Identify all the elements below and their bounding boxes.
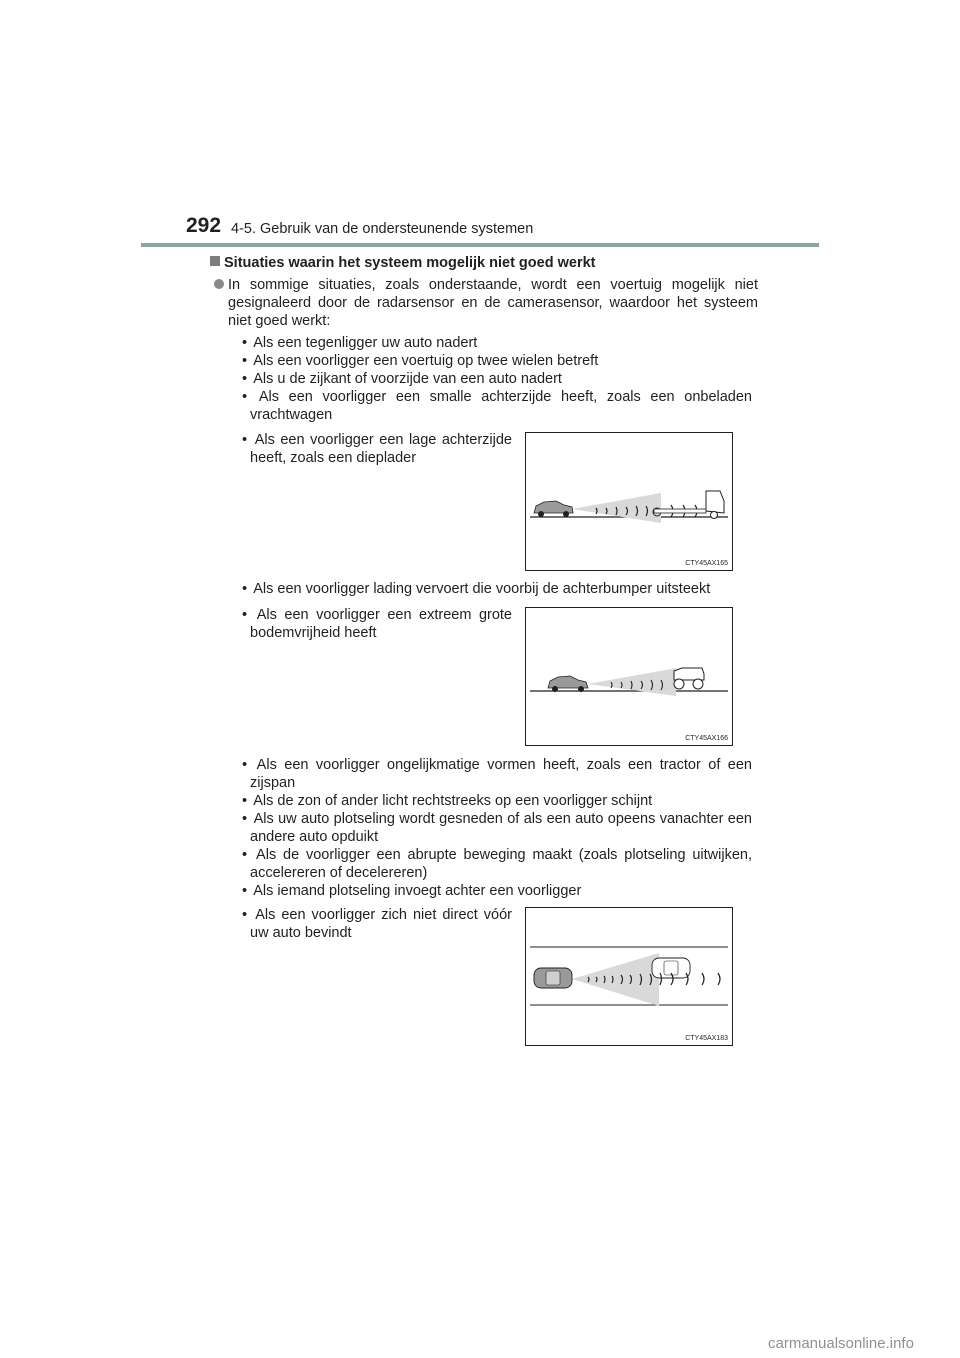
section-heading-text: Situaties waarin het systeem mogelijk niet goed werkt	[224, 255, 596, 271]
list-item-text: Als u de zijkant of voorzijde van een auto nadert	[253, 371, 562, 387]
figure-low-rear-illustration	[526, 433, 732, 570]
list-item: • Als een voorligger een lage achterzijde heeft, zoals een dieplader	[242, 432, 512, 466]
figure-offset-vehicle-illustration	[526, 908, 732, 1045]
page-number: 292	[186, 214, 222, 237]
list-item-text: Als een voorligger een smalle achterzijde heeft, zoals een onbeladen vrachtwagen	[250, 389, 752, 423]
figure-code: CTY45AX166	[685, 735, 728, 742]
list-item-text: Als de zon of ander licht rechtstreeks op een voorligger schijnt	[253, 793, 653, 809]
list-item-text: Als iemand plotseling invoegt achter een voorligger	[253, 883, 582, 899]
chapter-title: 4-5. Gebruik van de ondersteunende systemen	[231, 221, 534, 237]
list-item: • Als uw auto plotseling wordt gesneden of als een auto opeens vanachter een andere auto opduikt	[242, 811, 752, 845]
list-item-text: Als een voorligger een lage achterzijde heeft, zoals een dieplader	[250, 432, 512, 466]
list-item: • Als een voorligger ongelijkmatige vormen heeft, zoals een tractor of een zijspan	[242, 757, 752, 791]
list-item: • Als iemand plotseling invoegt achter een voorligger	[242, 883, 582, 899]
list-item: • Als een voorligger zich niet direct vóór uw auto bevindt	[242, 907, 512, 941]
list-item: • Als u de zijkant of voorzijde van een auto nadert	[242, 371, 562, 387]
list-item-text: Als een voorligger lading vervoert die voorbij de achterbumper uitsteekt	[253, 581, 711, 597]
list-item-text: Als een tegenligger uw auto nadert	[253, 335, 478, 351]
list-item: • Als een voorligger een voertuig op twee wielen betreft	[242, 353, 599, 369]
list-item: • Als de voorligger een abrupte beweging maakt (zoals plotseling uitwijken, accelereren of decelereren)	[242, 847, 753, 881]
list-item-text: Als de voorligger een abrupte beweging maakt (zoals plotseling uitwijken, accelereren of decelereren)	[250, 847, 753, 881]
list-item: • Als een tegenligger uw auto nadert	[242, 335, 478, 351]
figure-low-rear	[525, 432, 733, 571]
figure-offset-vehicle	[525, 907, 733, 1046]
figure-ground-clearance	[525, 607, 733, 746]
header-rule	[141, 243, 819, 247]
list-item: • Als een voorligger een smalle achterzijde heeft, zoals een onbeladen vrachtwagen	[242, 389, 752, 423]
circle-bullet-icon	[214, 279, 224, 289]
watermark: carmanualsonline.info	[768, 1335, 914, 1352]
section-heading	[210, 255, 595, 271]
list-item-text: Als een voorligger ongelijkmatige vormen heeft, zoals een tractor of een zijspan	[250, 757, 752, 791]
list-item: • Als een voorligger lading vervoert die voorbij de achterbumper uitsteekt	[242, 581, 711, 597]
figure-ground-clearance-illustration	[526, 608, 732, 745]
list-item-text: Als uw auto plotseling wordt gesneden of als een auto opeens vanachter een andere auto opduikt	[250, 811, 752, 845]
square-bullet-icon	[210, 256, 220, 266]
list-item-text: Als een voorligger zich niet direct vóór uw auto bevindt	[250, 907, 512, 941]
intro-text: In sommige situaties, zoals onderstaande, wordt een voertuig mogelijk niet gesignaleerd door de radarsensor en de camerasensor, waardoor het systeem niet goed werkt:	[228, 277, 758, 329]
list-item: • Als een voorligger een extreem grote bodemvrijheid heeft	[242, 607, 512, 641]
intro-paragraph	[214, 276, 758, 330]
figure-code: CTY45AX183	[685, 1035, 728, 1042]
list-item-text: Als een voorligger een voertuig op twee wielen betreft	[253, 353, 599, 369]
list-item-text: Als een voorligger een extreem grote bodemvrijheid heeft	[250, 607, 512, 641]
list-item: • Als de zon of ander licht rechtstreeks op een voorligger schijnt	[242, 793, 653, 809]
figure-code: CTY45AX165	[685, 560, 728, 567]
